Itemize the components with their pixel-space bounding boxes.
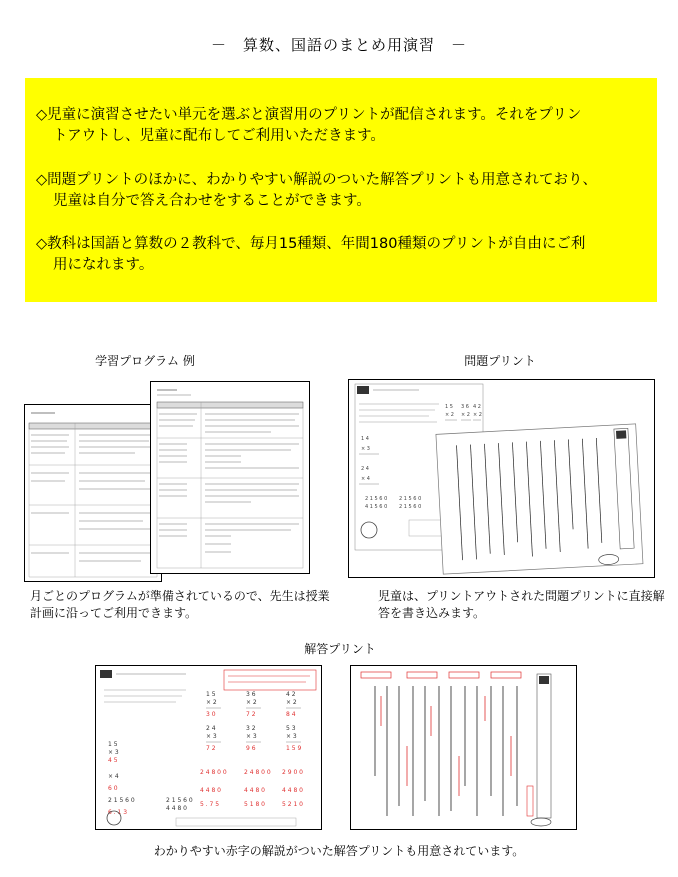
program-description-line2: 計画に沿ってご利用できます。 — [30, 606, 198, 620]
answer-caption: 解答プリント — [304, 642, 376, 656]
svg-text:2 1 5 6 0: 2 1 5 6 0 — [399, 496, 422, 502]
svg-text:2 4: 2 4 — [206, 725, 216, 732]
svg-text:1 5: 1 5 — [108, 741, 118, 748]
program-table-front-image — [151, 382, 309, 573]
svg-text:5 1 8 0: 5 1 8 0 — [244, 801, 265, 808]
svg-text:2 9 0 0: 2 9 0 0 — [282, 769, 303, 776]
program-thumbnail-back — [24, 404, 162, 582]
svg-text:5 . 7 5: 5 . 7 5 — [200, 801, 220, 808]
svg-text:× 2: × 2 — [286, 699, 297, 706]
svg-text:6 . 1 3: 6 . 1 3 — [108, 809, 128, 816]
answer-math-frame — [95, 665, 322, 830]
answer-japanese-frame — [350, 665, 577, 830]
svg-text:6 0: 6 0 — [108, 785, 118, 792]
svg-text:3 0: 3 0 — [206, 711, 216, 718]
program-description — [30, 588, 330, 622]
svg-text:4 4 8 0: 4 4 8 0 — [282, 787, 303, 794]
problem-print-frame — [348, 379, 655, 578]
problem-description-line1: 児童は、プリントアウトされた問題プリントに直接解 — [378, 589, 665, 603]
svg-text:× 3: × 3 — [108, 749, 119, 756]
svg-text:2 4: 2 4 — [361, 466, 369, 472]
info-bullet-1-line1: ◇児童に演習させたい単元を選ぶと演習用のプリントが配信されます。それをプリン — [36, 107, 582, 123]
svg-text:× 4: × 4 — [361, 476, 370, 482]
svg-text:× 3: × 3 — [246, 733, 257, 740]
svg-text:4 2: 4 2 — [286, 691, 296, 698]
page-title: － 算数、国語のまとめ用演習 － — [210, 36, 467, 54]
info-bullet-2-line1: ◇問題プリントのほかに、わかりやすい解説のついた解答プリントも用意されており、 — [36, 172, 597, 188]
svg-text:× 2: × 2 — [473, 412, 482, 418]
svg-text:× 3: × 3 — [286, 733, 297, 740]
info-bullet-3-line2: 用になれます。 — [53, 257, 154, 273]
svg-text:4 4 8 0: 4 4 8 0 — [200, 787, 221, 794]
info-bullet-2-line2: 児童は自分で答え合わせをすることができます。 — [53, 193, 371, 209]
answer-japanese-sheet-image — [351, 666, 576, 829]
program-table-back-image — [25, 405, 161, 581]
svg-text:5 2 1 0: 5 2 1 0 — [282, 801, 303, 808]
svg-text:4 4 8 0: 4 4 8 0 — [166, 805, 187, 812]
svg-text:2 1 5 6 0: 2 1 5 6 0 — [365, 496, 388, 502]
info-bullet-3 — [36, 234, 648, 276]
svg-text:1 5 9: 1 5 9 — [286, 745, 302, 752]
problem-description-line2: 答を書き込みます。 — [378, 606, 486, 620]
svg-text:× 2: × 2 — [246, 699, 257, 706]
svg-text:2 1 5 6 0: 2 1 5 6 0 — [108, 797, 135, 804]
answer-description: わかりやすい赤字の解説がついた解答プリントも用意されています。 — [153, 844, 525, 858]
problem-prints-image — [349, 380, 654, 577]
svg-text:5 3: 5 3 — [286, 725, 296, 732]
svg-text:9 6: 9 6 — [246, 745, 256, 752]
svg-text:× 2: × 2 — [445, 412, 454, 418]
svg-text:3 6: 3 6 — [461, 404, 469, 410]
svg-text:× 2: × 2 — [461, 412, 470, 418]
svg-text:2 4 8 0 0: 2 4 8 0 0 — [244, 769, 271, 776]
problem-description — [378, 588, 665, 622]
svg-text:3 6: 3 6 — [246, 691, 256, 698]
svg-text:4 4 8 0: 4 4 8 0 — [244, 787, 265, 794]
svg-text:4 2: 4 2 — [473, 404, 481, 410]
svg-text:3 2: 3 2 — [246, 725, 256, 732]
program-thumbnail-front — [150, 381, 310, 574]
svg-text:7 2: 7 2 — [206, 745, 216, 752]
svg-text:2 4 8 0 0: 2 4 8 0 0 — [200, 769, 227, 776]
svg-text:1 4: 1 4 — [361, 436, 369, 442]
svg-text:× 3: × 3 — [206, 733, 217, 740]
problem-caption: 問題プリント — [464, 354, 536, 368]
svg-text:7 2: 7 2 — [246, 711, 256, 718]
svg-text:4 1 5 6 0: 4 1 5 6 0 — [365, 504, 388, 510]
program-description-line1: 月ごとのプログラムが準備されているので、先生は授業 — [30, 589, 330, 603]
svg-text:2 1 5 6 0: 2 1 5 6 0 — [399, 504, 422, 510]
info-bullet-1 — [36, 105, 648, 147]
info-bullet-3-line1: ◇教科は国語と算数の２教科で、毎月15種類、年間180種類のプリントが自由にご利 — [36, 236, 586, 252]
svg-text:× 3: × 3 — [361, 446, 370, 452]
info-bullet-1-line2: トアウトし、児童に配布してご利用いただきます。 — [53, 128, 385, 144]
svg-text:8 4: 8 4 — [286, 711, 296, 718]
svg-text:× 2: × 2 — [206, 699, 217, 706]
program-caption: 学習プログラム 例 — [95, 354, 195, 368]
answer-math-sheet-image — [96, 666, 321, 829]
svg-text:4 5: 4 5 — [108, 757, 118, 764]
svg-text:1 5: 1 5 — [206, 691, 216, 698]
svg-text:2 1 5 6 0: 2 1 5 6 0 — [166, 797, 193, 804]
svg-text:× 4: × 4 — [108, 773, 119, 780]
info-bullet-2 — [36, 170, 648, 212]
svg-text:1 5: 1 5 — [445, 404, 453, 410]
